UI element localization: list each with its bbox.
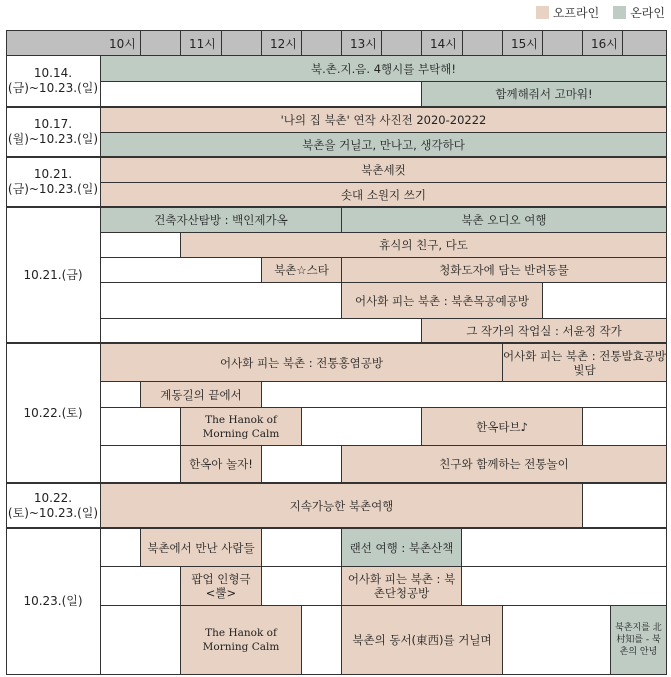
- empty-cell: [262, 382, 667, 408]
- empty-cell: [101, 283, 342, 319]
- empty-cell: [262, 567, 342, 606]
- event-online-walk: 랜선 여행 : 북촌산책: [342, 529, 462, 567]
- date-4: 10.21.(금): [6, 208, 101, 344]
- hour-12: 12시: [262, 30, 302, 56]
- hour-14-half: [463, 30, 503, 56]
- hour-16: 16시: [583, 30, 623, 56]
- event-architecture-tour: 건축자산탐방 : 백인제가옥: [101, 208, 342, 233]
- event-walk-bukchon: 북촌을 거닐고, 만나고, 생각하다: [101, 133, 667, 158]
- hour-10: 10시: [101, 30, 141, 56]
- date-6: 10.22.(토)~10.23.(일): [6, 484, 101, 529]
- date-5: 10.22.(토): [6, 344, 101, 484]
- empty-cell: [101, 529, 141, 567]
- empty-cell: [101, 567, 181, 606]
- hour-16-half: [623, 30, 667, 56]
- event-bukchon-star: 북촌☆스타: [262, 258, 342, 283]
- event-bukchon-jieum: 북.촌.지.음. 4행시를 부탁해!: [101, 56, 667, 82]
- event-traditional-games: 친구와 함께하는 전통놀이: [342, 446, 667, 484]
- empty-cell: [543, 283, 667, 319]
- empty-cell: [262, 446, 342, 484]
- empty-cell: [101, 233, 181, 258]
- event-sotdae: 솟대 소원지 쓰기: [101, 183, 667, 208]
- event-hanok-morning-calm: The Hanok of Morning Calm: [181, 408, 302, 446]
- event-three-cuts: 북촌세컷: [101, 158, 667, 183]
- event-fermentation: 어사화 피는 북촌 : 전통발효공방 빛담: [503, 344, 667, 382]
- empty-cell: [503, 606, 611, 675]
- date-2: 10.17.(월)~10.23.(일): [6, 108, 101, 158]
- event-dye-workshop: 어사화 피는 북촌 : 전통홍염공방: [101, 344, 503, 382]
- event-artist-studio: 그 작가의 작업실 : 서윤정 작가: [422, 319, 667, 344]
- event-pet-ceramics: 청화도자에 담는 반려동물: [342, 258, 667, 283]
- hour-10-half: [141, 30, 181, 56]
- empty-cell: [302, 606, 342, 675]
- event-photo-exhibit: '나의 집 북촌' 연작 사진전 2020-20222: [101, 108, 667, 133]
- event-hanok-play: 한옥아 놀자!: [181, 446, 262, 484]
- event-bukchon-knowledge: 북촌지를 北村知를 - 북촌의 안녕: [611, 606, 667, 675]
- empty-cell: [262, 529, 342, 567]
- hour-15: 15시: [503, 30, 543, 56]
- event-hanok-morning-calm-2: The Hanok of Morning Calm: [181, 606, 302, 675]
- hour-11: 11시: [181, 30, 222, 56]
- empty-cell: [101, 82, 422, 108]
- event-hanok-octave: 한옥타브♪: [422, 408, 583, 446]
- event-sustainable-tour: 지속가능한 북촌여행: [101, 484, 583, 529]
- empty-cell: [583, 408, 667, 446]
- event-audio-tour: 북촌 오디오 여행: [342, 208, 667, 233]
- hour-14: 14시: [422, 30, 463, 56]
- date-7: 10.23.(일): [6, 529, 101, 675]
- hour-15-half: [543, 30, 583, 56]
- event-east-west-walk: 북촌의 동서(東西)를 거닐며: [342, 606, 503, 675]
- event-dancheong: 어사화 피는 북촌 : 북촌단청공방: [342, 567, 462, 606]
- event-gyedong-end: 계동길의 끝에서: [141, 382, 262, 408]
- hour-13-half: [382, 30, 422, 56]
- event-thanks: 함께해줘서 고마워!: [422, 82, 667, 108]
- hour-13: 13시: [342, 30, 382, 56]
- empty-cell: [101, 258, 262, 283]
- event-tea-ceremony: 휴식의 친구, 다도: [181, 233, 667, 258]
- empty-cell: [462, 567, 667, 606]
- event-woodcraft: 어사화 피는 북촌 : 북촌목공예공방: [342, 283, 543, 319]
- empty-cell: [101, 446, 181, 484]
- empty-cell: [101, 408, 181, 446]
- event-people-met: 북촌에서 만난 사람들: [141, 529, 262, 567]
- hour-12-half: [302, 30, 342, 56]
- event-puppet-show: 팝업 인형극 <뿔>: [181, 567, 262, 606]
- date-3: 10.21.(금)~10.23.(일): [6, 158, 101, 208]
- hour-11-half: [222, 30, 262, 56]
- empty-cell: [462, 529, 667, 567]
- empty-cell: [302, 408, 422, 446]
- empty-cell: [583, 484, 667, 529]
- empty-cell: [101, 606, 181, 675]
- empty-cell: [101, 319, 422, 344]
- legend-online-label: 온라인: [630, 6, 665, 20]
- empty-cell: [101, 382, 141, 408]
- date-1: 10.14.(금)~10.23.(일): [6, 56, 101, 108]
- legend-offline-label: 오프라인: [552, 6, 600, 20]
